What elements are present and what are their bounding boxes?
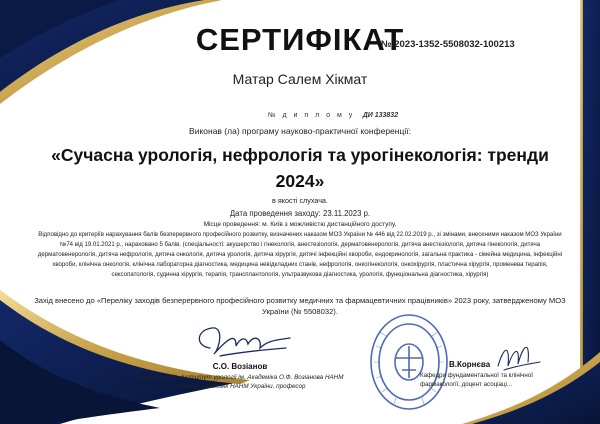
diploma-label: № д и п л о м у	[268, 112, 355, 119]
certificate-title: СЕРТИФІКАТ	[195, 22, 405, 57]
certificate-number: № 2023-1352-5508032-100213	[381, 39, 515, 50]
right-signatory-name: В.Корнєва	[449, 360, 491, 369]
left-signatory-position: Директор ДУ «Інститут урології ім. Академіка О.Ф. Возіанова НАНМ України», академік НАНМ України, професор	[135, 374, 344, 390]
conference-title: «Сучасна урологія, нефрологія та урогінекологія: тренди 2024»	[51, 145, 549, 191]
right-signatory-position: Кафедри фундаментальної та клінічної фармакології, доцент асоціаці...	[420, 372, 533, 388]
institution-stamp-image	[368, 312, 450, 412]
event-date: Дата проведення заходу: 23.11.2023 р.	[229, 209, 371, 218]
participant-role: в якості слухача.	[272, 196, 328, 205]
cpd-points-text: Відповідно до критеріїв нарахування балів безперервного професійного розвитку, визначених наказом МОЗ України № 446 від 22.02.2019 р., зі змінами, внесеними наказом МОЗ України №74 від 19.01.2021 р., нараховано 5 балів. (спеціальності: акушерство і гінекологія, анестезіологія, дерматовенерологія, дитяча анестезіологія, дитяча гінекологія, дитяча дерматовенерологія, дитяча нефрологія, дитяча онкологія, дитяча урологія, дитяча хірургія, дитячі інфекційні хвороби, ендокринологія, загальна практика - сімейна медицина, інфекційні хвороби, клінічна онкологія, клінічна лабораторна діагностика, медицина невідкладних станів, нефрологія, онкогінекологія, онкохірургія, пластична хірургія, променева терапія, сексопатологія, судинна хірургія, терапія, трансплантологія, ультразвукова діагностика, урологія, функціональна діагностика, хірургія)	[37, 232, 563, 278]
recipient-name: Матар Салем Хікмат	[232, 71, 368, 87]
left-signatory-name: С.О. Возіанов	[212, 362, 268, 371]
event-inclusion-text: Захід внесено до «Переліку заходів безперервного професійного розвитку медичних та фармацевтичних працівників» 2023 року, затвердженому МОЗ України (№ 5508032).	[34, 296, 566, 316]
diploma-line	[268, 112, 398, 119]
left-signature-image	[190, 318, 300, 364]
completed-program-text: Виконав (ла) програму науково-практичної конференції:	[189, 126, 411, 136]
right-signature-image	[494, 336, 544, 376]
diploma-number: ДИ 133832	[362, 112, 399, 119]
event-place: Місце проведення: м. Київ з можливістю дистанційного доступу.	[203, 221, 397, 228]
